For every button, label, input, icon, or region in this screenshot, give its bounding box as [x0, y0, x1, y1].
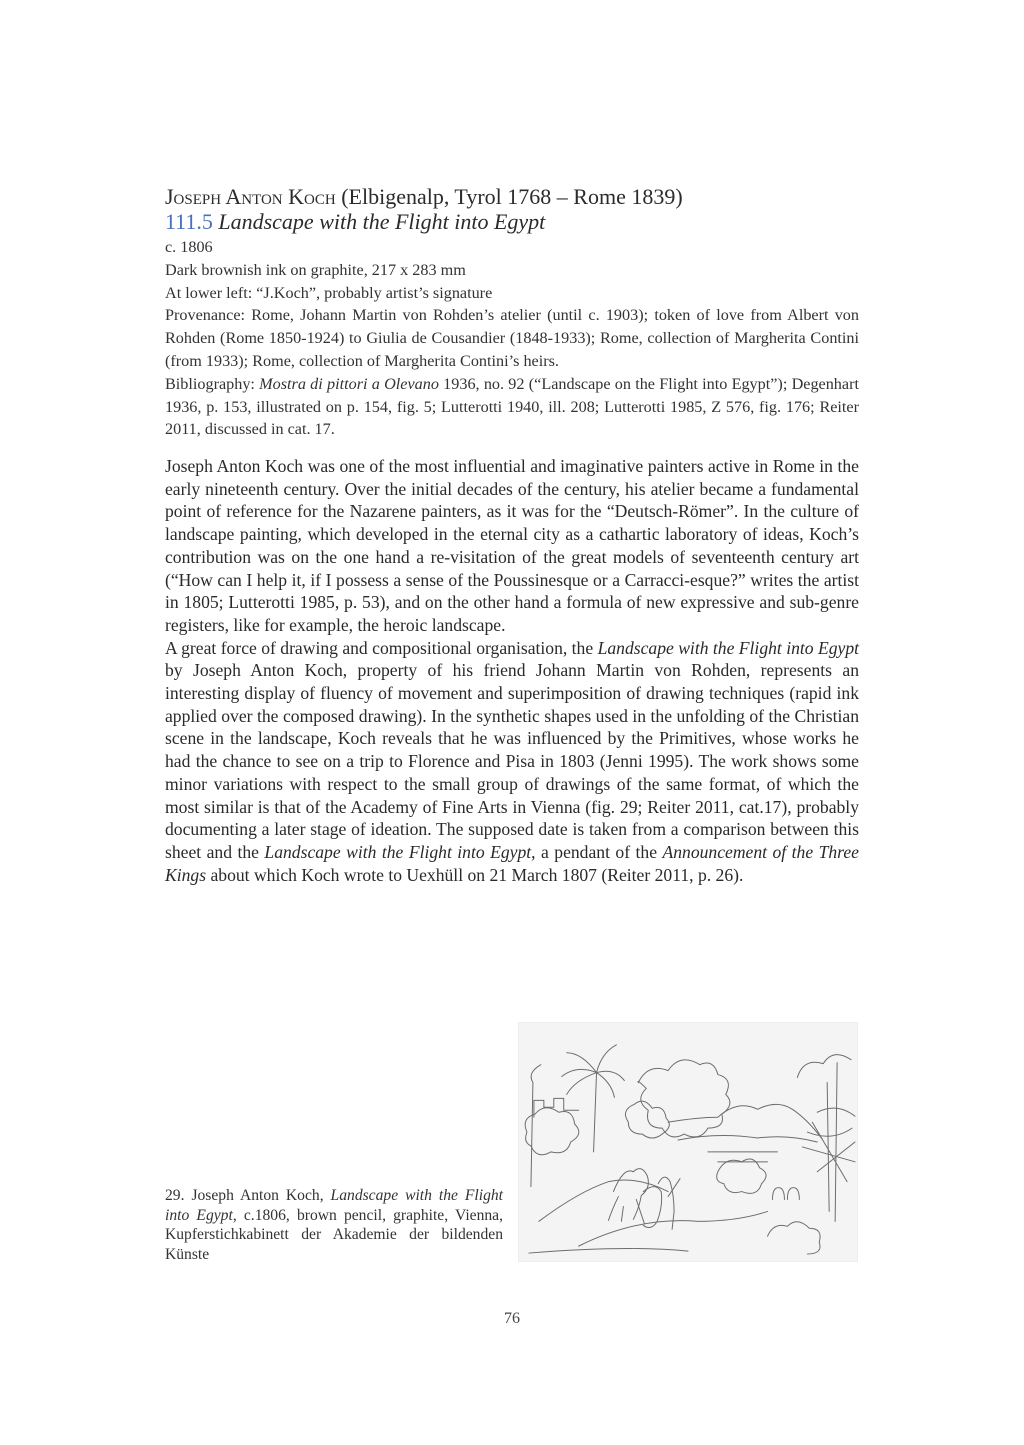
date: c. 1806	[165, 238, 213, 256]
inscription: At lower left: “J.Koch”, probably artist’s signature	[165, 283, 493, 302]
provenance: Provenance: Rome, Johann Martin von Rohden’s atelier (until c. 1903); token of love from Albert von Rohden (Rome 1850-1924) to Giulia de Cousandier (1848-1933); Rome, collection of Margherita Contini (from 1933); Rome, collection of Margherita Contini’s heirs.	[165, 306, 859, 370]
bibliography-title: Mostra di pittori a Olevano	[259, 374, 439, 393]
bibliography-label: Bibliography:	[165, 374, 260, 393]
caption-prefix: 29. Joseph Anton Koch,	[165, 1187, 331, 1204]
landscape-sketch-icon	[519, 1023, 857, 1261]
artist-life-dates: (Elbigenalp, Tyrol 1768 – Rome 1839)	[341, 184, 683, 209]
work-title: Landscape with the Flight into Egypt	[218, 209, 546, 234]
figure-caption	[165, 1186, 503, 1264]
catalog-number: 111.5	[165, 209, 213, 234]
bibliography	[165, 373, 859, 441]
essay-body	[165, 455, 859, 886]
bibliography-rest: 1936, no. 92 (“Landscape on the Flight into Egypt”); Degenhart 1936, p. 153, illustrated on p. 154, fig. 5; Lutterotti 1940, ill. 208; Lutterotti 1985, Z 576, fig. 176; Reiter 2011, discussed in cat. 17.	[165, 374, 859, 439]
figure-image	[518, 1022, 858, 1262]
paragraph-2-text: A great force of drawing and compositional organisation, the	[165, 637, 598, 658]
paragraph-2-text: by Joseph Anton Koch, property of his friend Johann Martin von Rohden, represents an interesting display of fluency of movement and superimposition of drawing techniques (rapid ink applied over the composed drawing). In the synthetic shapes used in the unfolding of the Christian scene in the landscape, Koch reveals that he was influenced by the Primitives, whose works he had the chance to see on a trip to Florence and Pisa in 1803 (Jenni 1995). The work shows some minor variations with respect to the small group of drawings of the same format, of which the most similar is that of the Academy of Fine Arts in Vienna (fig. 29; Reiter 2011, cat.17), probably documenting a later stage of ideation. The supposed date is taken from a comparison between this sheet and the	[165, 660, 859, 862]
paragraph-1: Joseph Anton Koch was one of the most influential and imaginative painters active in Rome in the early nineteenth century. Over the initial decades of the century, his atelier became a fundamental point of reference for the Nazarene painters, as it was for the “Deutsch-Römer”. In the culture of landscape painting, which developed in the eternal city as a cathartic laboratory of ideas, Koch’s contribution was on the one hand a re-visitation of the great models of seventeenth century art (“How can I help it, if I possess a sense of the Poussinesque or a Carracci-esque?” writes the artist in 1805; Lutterotti 1985, p. 53), and on the other hand a formula of new expressive and sub-genre registers, like for example, the heroic landscape.	[165, 456, 859, 635]
caption-title: Landscape with the Flight into Egypt	[165, 1187, 503, 1224]
paragraph-2	[165, 637, 859, 887]
entry-title	[165, 209, 865, 235]
paragraph-2-work-title: Landscape with the Flight into Egypt	[597, 637, 860, 658]
paragraph-2-text: , a pendant of the	[531, 841, 663, 862]
entry-heading	[165, 184, 865, 210]
page-number: 76	[504, 1310, 520, 1327]
artist-name: Joseph Anton Koch	[165, 184, 336, 209]
medium: Dark brownish ink on graphite, 217 x 283 mm	[165, 260, 466, 279]
caption-rest: , c.1806, brown pencil, graphite, Vienna, Kupferstichkabinett der Akademie der bildenden Künste	[165, 1206, 504, 1263]
entry-metadata	[165, 236, 859, 441]
paragraph-2-work-title: Announcement of the Three Kings	[165, 841, 859, 885]
paragraph-2-work-title: Landscape with the Flight into Egypt	[264, 841, 532, 862]
paragraph-2-text: about which Koch wrote to Uexhüll on 21 March 1807 (Reiter 2011, p. 26).	[206, 864, 744, 885]
